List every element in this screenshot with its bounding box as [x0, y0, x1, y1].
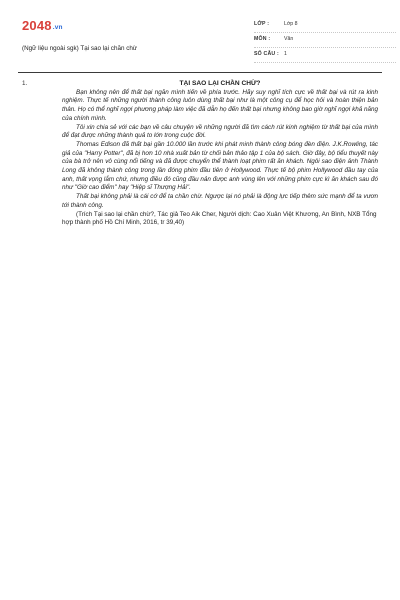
- worksheet-header: [18, 14, 382, 74]
- meta-label: LỚP :: [254, 21, 270, 27]
- meta-row-subject: [254, 33, 396, 48]
- site-logo[interactable]: [22, 18, 63, 33]
- meta-value: Văn: [284, 36, 294, 42]
- meta-panel: [254, 18, 396, 63]
- meta-row-question-count: [254, 48, 396, 63]
- meta-value: 1: [284, 51, 287, 57]
- meta-row-class: [254, 18, 396, 33]
- logo-text: 2048: [22, 18, 52, 33]
- question-content: [62, 80, 378, 228]
- question-number: 1.: [22, 80, 28, 87]
- meta-label: SỐ CÂU :: [254, 51, 279, 57]
- passage-paragraph: Thất bại không phải là cái cớ để ta chần chừ. Ngược lại nó phải là động lực tiếp thêm sức mạnh để ta vươn tới thành công.: [62, 193, 378, 209]
- passage-paragraph: Bạn không nên để thất bại ngăn mình tiến về phía trước. Hãy suy nghĩ tích cực về thất bại và rút ra kinh nghiệm. Thực tế những người thành công luôn dùng thất bại như là một công cụ để học hỏi và hoàn thiện bản thân. Họ có thể nghĩ ngợi phương pháp làm việc đã dẫn họ đến thất bại nhưng không bao giờ nghĩ ngợi khả năng của chính mình.: [62, 88, 378, 122]
- passage-paragraph: Thomas Edison đã thất bại gần 10.000 lần trước khi phát minh thành công bóng đèn điện. J.K.Rowling, tác giả của "Harry Potter", đã bị hơn 10 nhà xuất bản từ chối bản thảo tập 1 của bộ sách. Giờ đây, bộ tiểu thuyết này của bà trở nên vô cùng nổi tiếng và đã được chuyển thể thành loạt phim rất ăn khách. Ngôi sao điện ảnh Thành Long đã không thành công trong lần đóng phim đầu tiên ở Hollywood. Thực tế bộ phim Hollywood đầu tay của anh, thất vọng lắm chứ, nhưng điều đó cũng đầu nản được anh vùng lên với những phim cực kì ăn khách sau đó như "Giờ cao điểm" hay "Hiệp sĩ Thượng Hải".: [62, 140, 378, 192]
- logo-domain: .vn: [52, 24, 63, 31]
- lesson-subtitle: (Ngữ liệu ngoài sgk) Tại sao lại chăn chừ: [22, 45, 138, 52]
- passage-paragraph: Tôi xin chia sẻ với các bạn về câu chuyện về những người đã tìm cách rút kinh nghiệm từ thất bại của mình để đạt được những thành quả to lớn trong cuộc đời.: [62, 123, 378, 140]
- passage-citation: (Trích Tại sao lại chần chừ?, Tác giả Teo Aik Cher, Người dịch: Cao Xuân Việt Khương, An Bình, NXB Tổng hợp thành phố Hồ Chí Minh, 2016, tr 39,40): [62, 210, 377, 227]
- meta-label: MÔN :: [254, 36, 271, 42]
- header-divider: [18, 72, 382, 73]
- meta-value: Lớp 8: [284, 21, 298, 27]
- passage-title: TẠI SAO LẠI CHẦN CHỪ?: [179, 80, 261, 87]
